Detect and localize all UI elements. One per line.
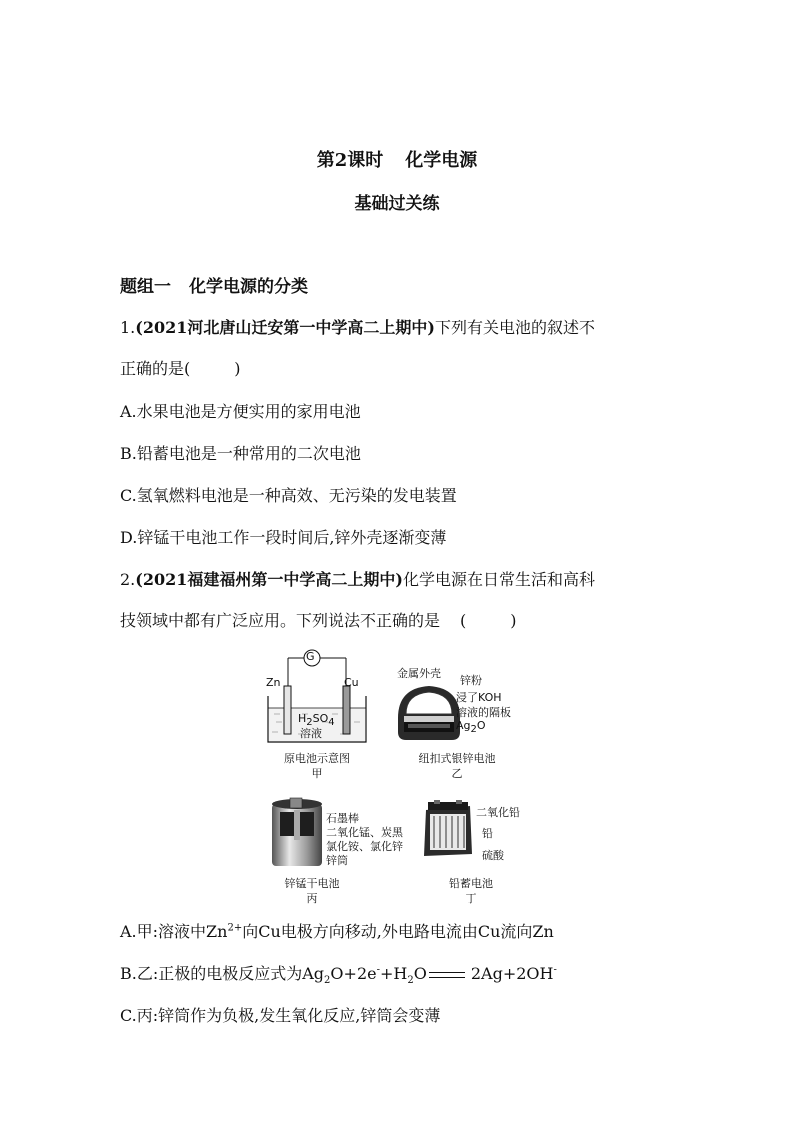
figure-bing-caption: 锌锰干电池 bbox=[284, 877, 340, 890]
metal-shell-label: 金属外壳 bbox=[397, 667, 441, 680]
q2-option-b: B.乙:正极的电极反应式为$Ag_2O+2e^-+H_2O$ 2Ag+2OH- bbox=[120, 964, 557, 987]
figure-yi-tag: 乙 bbox=[451, 767, 463, 780]
q2-stem-line1 bbox=[120, 567, 595, 590]
galvanometer-label: G bbox=[306, 650, 315, 663]
q2-stem-b: 技领域中都有广泛应用。下列说法不正确的是 bbox=[120, 611, 441, 630]
figure-yi-caption: 纽扣式银锌电池 bbox=[418, 752, 496, 765]
solution-formula: $H_2SO_4$ bbox=[298, 712, 335, 729]
figure-ding-caption: 铅蓄电池 bbox=[449, 877, 493, 890]
mno2-label: 二氧化锰、炭黑 bbox=[326, 826, 403, 839]
group-topic: 化学电源的分类 bbox=[189, 277, 308, 297]
zinc-electrode bbox=[284, 686, 291, 734]
q2-paren-close: ) bbox=[510, 611, 517, 630]
q2-source: (2021福建福州第一中学高二上期中) bbox=[135, 570, 403, 589]
separator-label: 溶液的隔板 bbox=[456, 706, 511, 719]
q1-paren-open: ( bbox=[184, 359, 191, 378]
lesson-topic: 化学电源 bbox=[405, 150, 478, 171]
q1-paren-close: ) bbox=[234, 359, 241, 378]
q2-option-a: A.甲:溶液中$Zn^{2+}$向Cu电极方向移动,外电路电流由Cu流向Zn bbox=[120, 922, 554, 941]
graphite-rod-label: 石墨棒 bbox=[326, 812, 359, 825]
q1-option-d: D.锌锰干电池工作一段时间后,锌外壳逐渐变薄 bbox=[120, 528, 447, 547]
figure-dry-cell bbox=[270, 796, 324, 868]
sulfuric-acid-label: 硫酸 bbox=[482, 849, 504, 862]
zinc-powder-label: 锌粉 bbox=[460, 674, 482, 687]
silver-oxide-label: $Ag_2O$ bbox=[456, 719, 486, 736]
q1-option-c: C.氢氧燃料电池是一种高效、无污染的发电装置 bbox=[120, 486, 457, 505]
zn-label: Zn bbox=[266, 676, 281, 689]
figure-button-cell bbox=[394, 678, 464, 744]
q2-stem-line2 bbox=[120, 608, 517, 631]
q2-number: 2. bbox=[120, 570, 136, 589]
figure-lead-acid-battery bbox=[420, 800, 476, 858]
lead-dioxide-label: 二氧化铅 bbox=[476, 806, 520, 819]
section-subtitle: 基础过关练 bbox=[354, 194, 440, 214]
copper-electrode bbox=[343, 686, 350, 734]
zinc-can-label: 锌筒 bbox=[326, 854, 348, 867]
koh-soaked-label: 浸了KOH bbox=[456, 691, 502, 704]
figure-jia-tag: 甲 bbox=[311, 767, 323, 780]
lesson-number: 第2课时 bbox=[316, 150, 384, 171]
q1-option-b: B.铅蓄电池是一种常用的二次电池 bbox=[120, 444, 361, 463]
figure-ding-tag: 丁 bbox=[465, 892, 477, 905]
nh4cl-label: 氯化铵、氯化锌 bbox=[326, 840, 403, 853]
question-group-heading bbox=[120, 272, 308, 297]
q1-stem-line1 bbox=[120, 315, 595, 338]
q2-option-c: C.丙:锌筒作为负极,发生氧化反应,锌筒会变薄 bbox=[120, 1006, 441, 1025]
cu-label: Cu bbox=[344, 676, 359, 689]
figure-jia-caption: 原电池示意图 bbox=[284, 752, 350, 765]
q1-stem-line2 bbox=[120, 356, 241, 379]
lead-label: 铅 bbox=[482, 827, 493, 840]
q1-source: (2021河北唐山迁安第一中学高二上期中) bbox=[135, 318, 435, 337]
page-title bbox=[0, 146, 794, 172]
group-number: 题组一 bbox=[120, 277, 171, 297]
q1-stem-a: 下列有关电池的叙述不 bbox=[434, 318, 595, 337]
figure-bing-tag: 丙 bbox=[306, 892, 318, 905]
q1-stem-b: 正确的是 bbox=[120, 359, 185, 378]
q2-stem-a: 化学电源在日常生活和高科 bbox=[402, 570, 595, 589]
q1-option-a: A.水果电池是方便实用的家用电池 bbox=[120, 402, 361, 421]
q2-paren-open: ( bbox=[460, 611, 467, 630]
solution-label: 溶液 bbox=[300, 727, 322, 740]
q1-number: 1. bbox=[120, 318, 136, 337]
equals-sign bbox=[429, 972, 465, 978]
